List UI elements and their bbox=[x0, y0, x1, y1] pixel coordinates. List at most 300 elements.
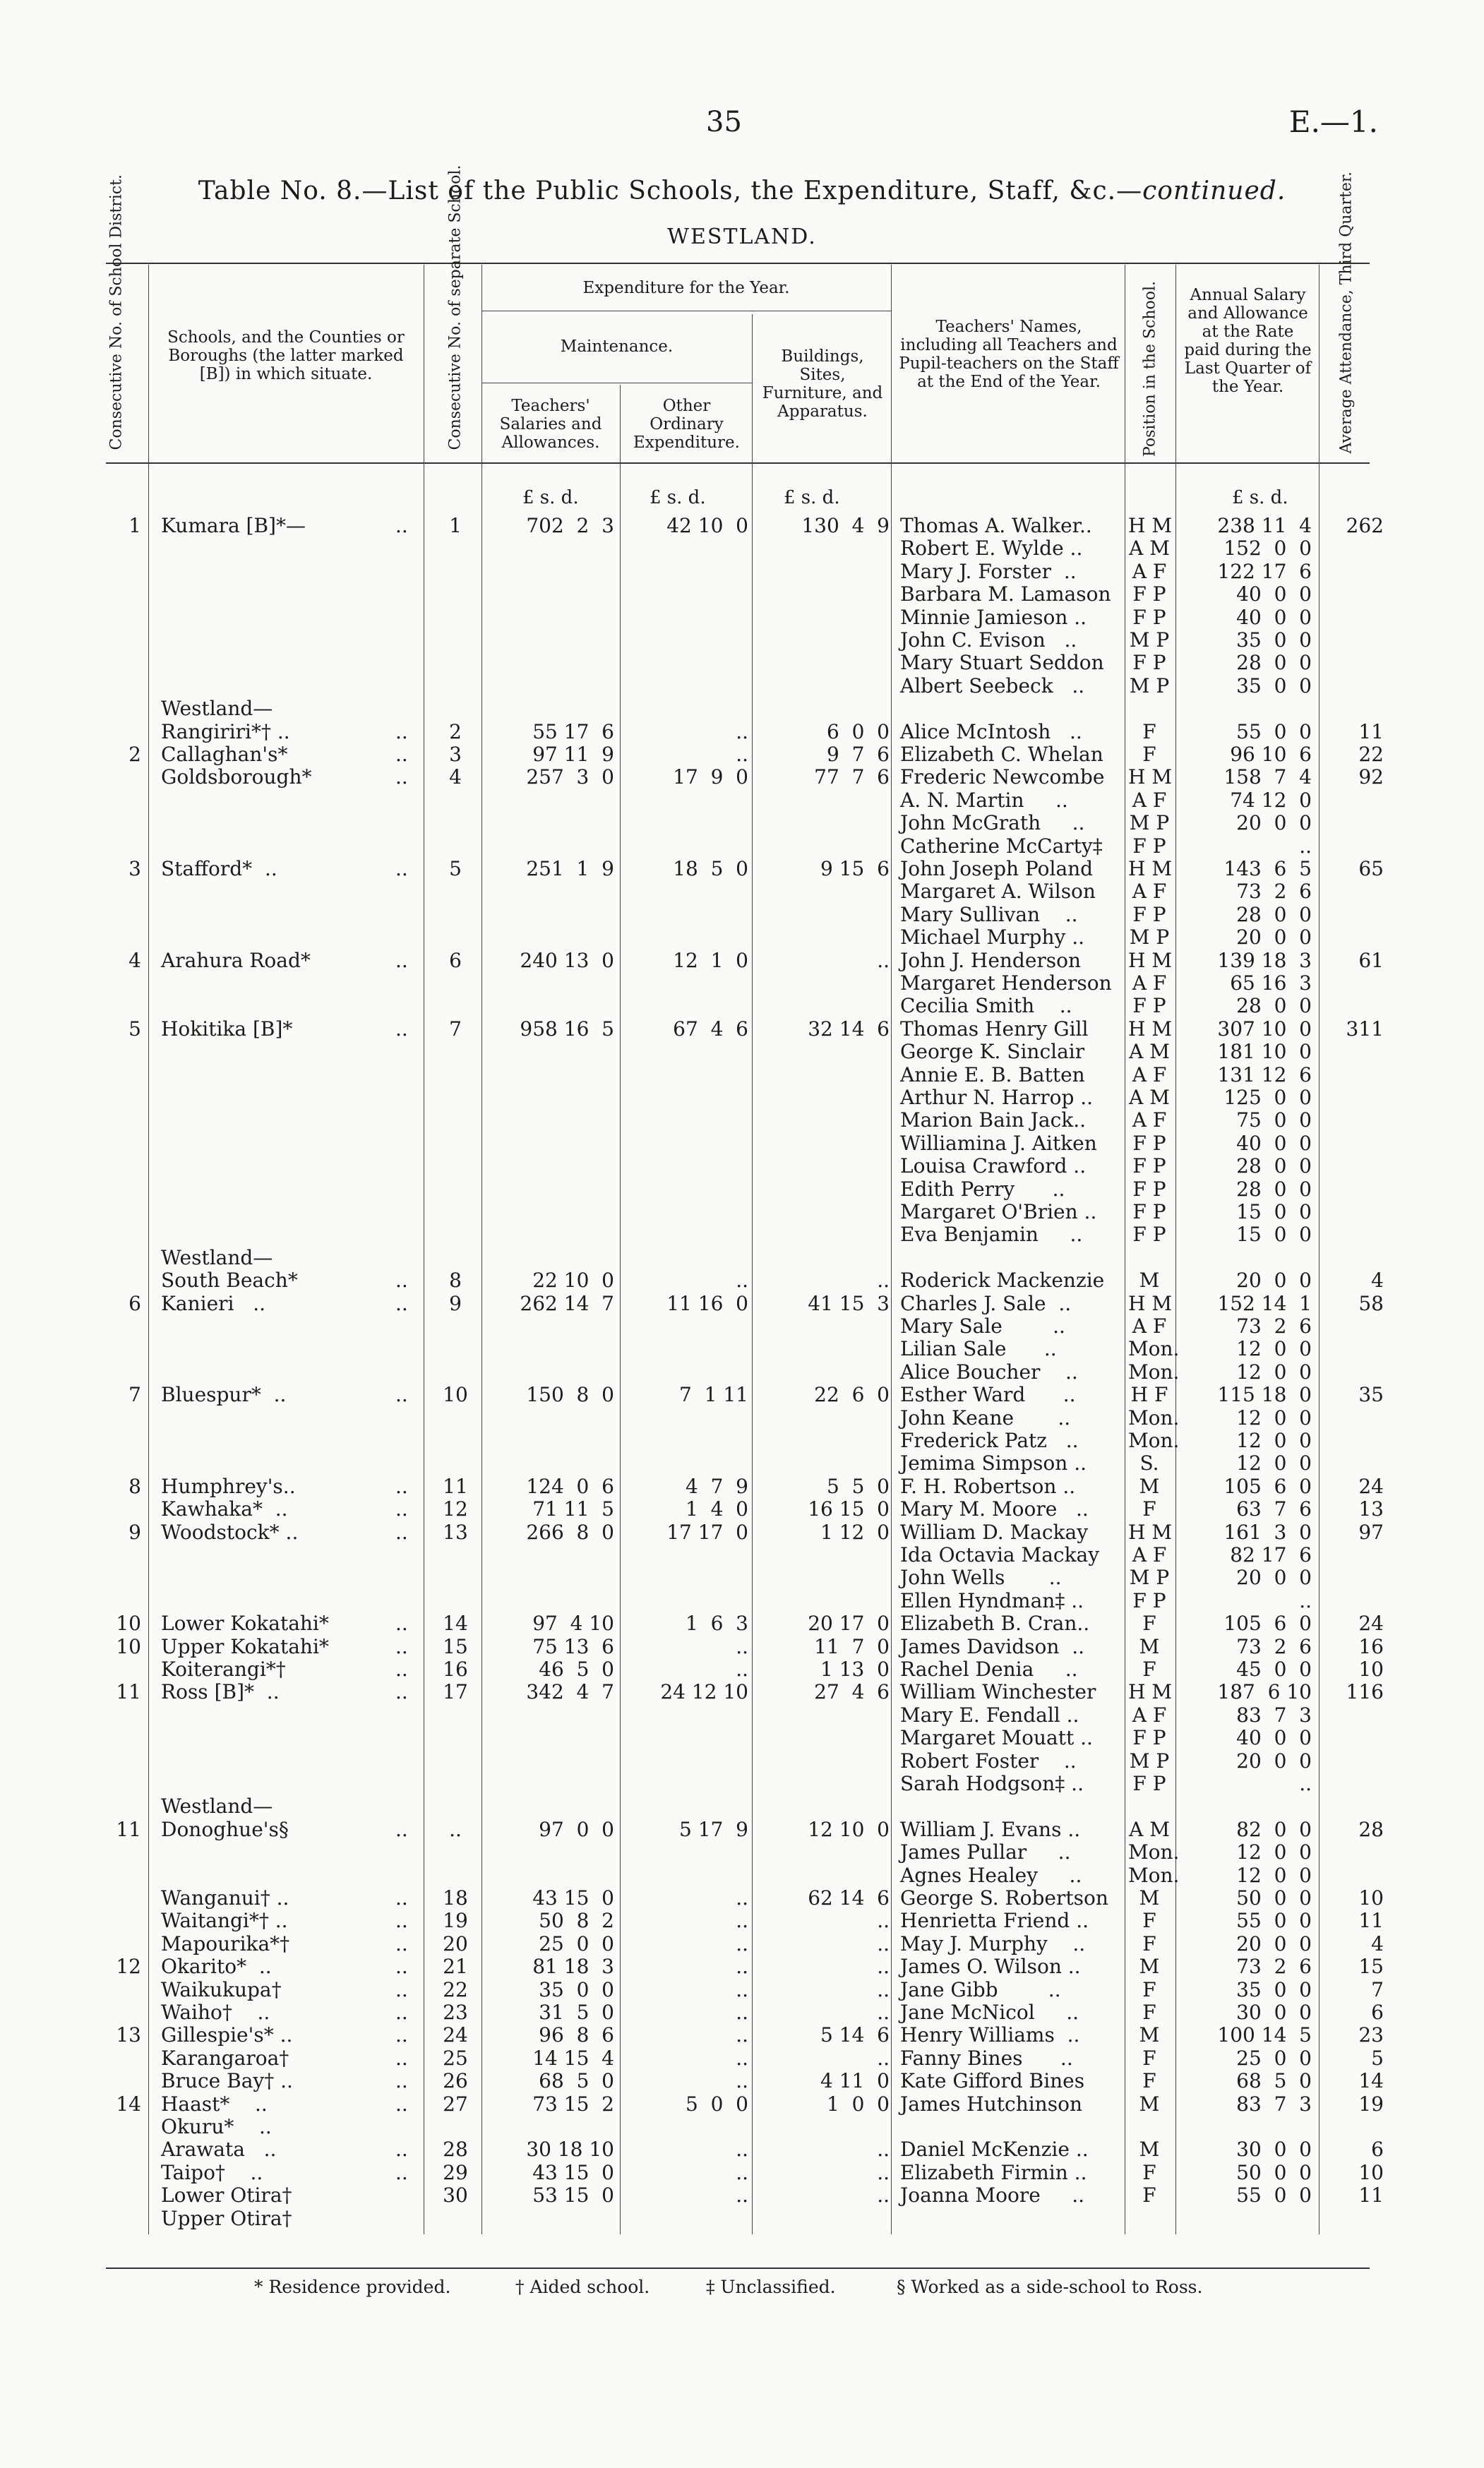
cell-pos: F bbox=[1142, 2184, 1156, 2208]
cell-oth: 67 4 6 bbox=[673, 1017, 748, 1041]
cell-sal: 20 0 0 bbox=[1236, 811, 1312, 835]
cell-name: John C. Evison .. bbox=[900, 628, 1077, 652]
cell-name: Robert E. Wylde .. bbox=[900, 537, 1083, 561]
cell-sal: 158 7 4 bbox=[1223, 765, 1312, 789]
cell-tsal: 25 0 0 bbox=[539, 1931, 614, 1955]
cell-oth: 12 1 0 bbox=[673, 948, 748, 972]
cell-sal: 73 2 6 bbox=[1236, 880, 1312, 904]
table-row bbox=[0, 1246, 1484, 1269]
cell-sal: 55 0 0 bbox=[1236, 719, 1312, 743]
cell-sal: 73 2 6 bbox=[1236, 1634, 1312, 1658]
cell-oth: .. bbox=[736, 1886, 748, 1910]
cell-sal: 30 0 0 bbox=[1236, 2001, 1312, 2024]
cell-sal: 82 17 6 bbox=[1230, 1543, 1312, 1567]
cell-dots: .. bbox=[395, 1931, 408, 1955]
cell-pos: M P bbox=[1129, 628, 1170, 652]
cell-avg: 97 bbox=[1358, 1520, 1384, 1544]
cell-sal: 50 0 0 bbox=[1236, 1886, 1312, 1910]
cell-avg: 6 bbox=[1371, 2138, 1384, 2162]
cell-pos: M bbox=[1139, 2138, 1160, 2162]
table-row bbox=[0, 1886, 1484, 1909]
cell-pos: Mon. bbox=[1128, 1337, 1180, 1361]
cell-sal: 35 0 0 bbox=[1236, 1977, 1312, 2001]
cell-dots: .. bbox=[395, 2160, 408, 2184]
table-row bbox=[0, 880, 1484, 902]
cell-name: James Davidson .. bbox=[900, 1634, 1085, 1658]
cell-school: Koiterangi*† bbox=[161, 1658, 286, 1681]
cell-school: Lower Otira† bbox=[161, 2184, 292, 2208]
cell-avg: 19 bbox=[1358, 2092, 1384, 2116]
cell-name: Mary Sale .. bbox=[900, 1314, 1065, 1338]
cell-school: Karangaroa† bbox=[161, 2046, 289, 2070]
cell-bld: .. bbox=[877, 2138, 890, 2162]
table-row bbox=[0, 1132, 1484, 1154]
table-row bbox=[0, 1680, 1484, 1703]
cell-dots: .. bbox=[395, 2069, 408, 2093]
table-row bbox=[0, 1818, 1484, 1840]
cell-school: Mapourika*† bbox=[161, 1931, 290, 1955]
cell-dots: .. bbox=[395, 1474, 408, 1498]
cell-bld: 27 4 6 bbox=[814, 1680, 890, 1704]
table-row bbox=[0, 1314, 1484, 1337]
cell-pos: F P bbox=[1132, 582, 1166, 606]
cell-dots: .. bbox=[395, 1658, 408, 1681]
cell-sal: 73 2 6 bbox=[1236, 1314, 1312, 1338]
footnote-residence: * Residence provided. bbox=[254, 2277, 451, 2297]
cell-sal: 100 14 5 bbox=[1217, 2023, 1312, 2047]
cell-sep: 8 bbox=[449, 1269, 462, 1293]
table-row bbox=[0, 560, 1484, 582]
cell-sep: 4 bbox=[449, 765, 462, 789]
cell-pos: A F bbox=[1132, 1062, 1167, 1086]
cell-bld: .. bbox=[877, 1955, 890, 1979]
cell-tsal: 14 15 4 bbox=[532, 2046, 614, 2070]
cell-bld: 77 7 6 bbox=[814, 765, 890, 789]
cell-sep: 21 bbox=[443, 1955, 468, 1979]
table-row bbox=[0, 2001, 1484, 2023]
table-row bbox=[0, 1178, 1484, 1200]
cell-dots: .. bbox=[395, 1017, 408, 1041]
cell-dots: .. bbox=[395, 1291, 408, 1315]
cell-sal: 139 18 3 bbox=[1217, 948, 1312, 972]
cell-avg: 16 bbox=[1358, 1634, 1384, 1658]
table-row bbox=[0, 994, 1484, 1017]
cell-avg: 24 bbox=[1358, 1474, 1384, 1498]
footnote-side-school: § Worked as a side-school to Ross. bbox=[897, 2277, 1203, 2297]
table-row bbox=[0, 1406, 1484, 1429]
cell-oth: .. bbox=[736, 1977, 748, 2001]
cell-sal: 55 0 0 bbox=[1236, 2184, 1312, 2208]
header-schools: Schools, and the Counties or Boroughs (the latter marked [B]) in which situate. bbox=[167, 328, 405, 383]
cell-school: Kanieri .. bbox=[161, 1291, 266, 1315]
cell-pos: H M bbox=[1128, 1017, 1172, 1041]
cell-bld: .. bbox=[877, 948, 890, 972]
cell-school: Ross [B]* .. bbox=[161, 1680, 280, 1704]
cell-sal: 28 0 0 bbox=[1236, 1154, 1312, 1178]
cell-pos: M bbox=[1139, 1886, 1160, 1910]
table-row bbox=[0, 1086, 1484, 1108]
header-attendance: Average Attendance, Third Quarter. bbox=[1337, 171, 1356, 454]
cell-tsal: 35 0 0 bbox=[539, 1977, 614, 2001]
cell-avg: 22 bbox=[1358, 743, 1384, 766]
header-other-expenditure: Other Ordinary Expenditure. bbox=[633, 397, 740, 452]
table-row bbox=[0, 2023, 1484, 2046]
cell-dist: 11 bbox=[116, 1817, 141, 1841]
cell-tsal: 266 8 0 bbox=[526, 1520, 614, 1544]
cell-pos: M P bbox=[1129, 1566, 1170, 1590]
page-number: 35 bbox=[706, 106, 742, 138]
cell-sep: 2 bbox=[449, 719, 462, 743]
title-continued: continued. bbox=[1142, 176, 1286, 205]
table-row bbox=[0, 834, 1484, 857]
cell-school: Taipo† .. bbox=[161, 2160, 263, 2184]
cell-sal: 12 0 0 bbox=[1236, 1337, 1312, 1361]
cell-sal: 20 0 0 bbox=[1236, 926, 1312, 950]
cell-pos: F P bbox=[1132, 902, 1166, 926]
cell-sal: 20 0 0 bbox=[1236, 1566, 1312, 1590]
cell-dots: .. bbox=[395, 1886, 408, 1910]
cell-avg: 10 bbox=[1358, 1886, 1384, 1910]
cell-name: James Hutchinson bbox=[900, 2092, 1082, 2116]
cell-pos: F P bbox=[1132, 1177, 1166, 1201]
cell-name: Alice Boucher .. bbox=[900, 1360, 1078, 1384]
cell-oth: .. bbox=[736, 2023, 748, 2047]
cell-school: Hokitika [B]* bbox=[161, 1017, 293, 1041]
table-row bbox=[0, 1635, 1484, 1658]
cell-sal: 152 0 0 bbox=[1223, 537, 1312, 561]
table-row bbox=[0, 1451, 1484, 1474]
cell-avg: 10 bbox=[1358, 2160, 1384, 2184]
cell-school: Westland— bbox=[161, 697, 273, 721]
table-row bbox=[0, 1521, 1484, 1543]
cell-school: Rangiriri*† .. bbox=[161, 719, 290, 743]
cell-name: Sarah Hodgson‡ .. bbox=[900, 1772, 1084, 1795]
cell-pos: F bbox=[1142, 1612, 1156, 1636]
cell-pos: F P bbox=[1132, 834, 1166, 858]
cell-dots: .. bbox=[395, 1977, 408, 2001]
cell-sal: 63 7 6 bbox=[1236, 1497, 1312, 1521]
cell-pos: H M bbox=[1128, 1520, 1172, 1544]
cell-name: Cecilia Smith .. bbox=[900, 994, 1072, 1018]
cell-bld: .. bbox=[877, 1269, 890, 1293]
table-row bbox=[0, 2161, 1484, 2184]
cell-oth: .. bbox=[736, 2001, 748, 2024]
cell-name: Elizabeth Firmin .. bbox=[900, 2160, 1087, 2184]
cell-pos: F bbox=[1142, 1658, 1156, 1681]
cell-avg: 92 bbox=[1358, 765, 1384, 789]
cell-sal: 12 0 0 bbox=[1236, 1840, 1312, 1864]
cell-sep: 30 bbox=[443, 2184, 468, 2208]
cell-bld: .. bbox=[877, 2160, 890, 2184]
cell-sal: 96 10 6 bbox=[1230, 743, 1312, 766]
cell-sep: 26 bbox=[443, 2069, 468, 2093]
cell-bld: 20 17 0 bbox=[808, 1612, 890, 1636]
cell-name: George K. Sinclair bbox=[900, 1040, 1085, 1064]
table-row bbox=[0, 1978, 1484, 2001]
cell-avg: 61 bbox=[1358, 948, 1384, 972]
cell-sep: 11 bbox=[443, 1474, 468, 1498]
cell-avg: 4 bbox=[1371, 1269, 1384, 1293]
cell-name: Barbara M. Lamason bbox=[900, 582, 1111, 606]
cell-pos: H M bbox=[1128, 765, 1172, 789]
cell-avg: 11 bbox=[1358, 2184, 1384, 2208]
table-row bbox=[0, 1589, 1484, 1612]
table-row bbox=[0, 926, 1484, 948]
cell-school: Goldsborough* bbox=[161, 765, 312, 789]
cell-sal: 20 0 0 bbox=[1236, 1269, 1312, 1293]
table-row bbox=[0, 2184, 1484, 2206]
cell-school: Donoghue's§ bbox=[161, 1817, 289, 1841]
cell-pos: H F bbox=[1130, 1383, 1168, 1407]
cell-tsal: 240 13 0 bbox=[520, 948, 614, 972]
cell-sep: 25 bbox=[443, 2046, 468, 2070]
cell-oth: 5 17 9 bbox=[679, 1817, 748, 1841]
cell-school: Okuru* .. bbox=[161, 2115, 272, 2138]
cell-school: Gillespie's* .. bbox=[161, 2023, 293, 2047]
table-row bbox=[0, 582, 1484, 605]
cell-pos: F P bbox=[1132, 994, 1166, 1018]
cell-bld: 41 15 3 bbox=[808, 1291, 890, 1315]
cell-pos: Mon. bbox=[1128, 1429, 1180, 1452]
cell-sep: 10 bbox=[443, 1383, 468, 1407]
cell-name: Margaret Henderson bbox=[900, 971, 1112, 995]
units-buildings: £ s. d. bbox=[784, 487, 840, 508]
cell-sal: 15 0 0 bbox=[1236, 1200, 1312, 1223]
header-position: Position in the School. bbox=[1141, 280, 1159, 457]
cell-dist: 13 bbox=[116, 2023, 141, 2047]
table-row bbox=[0, 1108, 1484, 1131]
cell-dist: 2 bbox=[128, 743, 141, 766]
cell-school: Waitangi*† .. bbox=[161, 1909, 288, 1933]
cell-name: Mary Stuart Seddon bbox=[900, 651, 1104, 675]
cell-name: Margaret Mouatt .. bbox=[900, 1726, 1093, 1750]
cell-bld: 62 14 6 bbox=[808, 1886, 890, 1910]
cell-name: Arthur N. Harrop .. bbox=[900, 1086, 1094, 1109]
cell-school: Lower Kokatahi* bbox=[161, 1612, 329, 1636]
cell-oth: .. bbox=[736, 1955, 748, 1979]
cell-school: Upper Otira† bbox=[161, 2206, 292, 2230]
cell-name: Mary M. Moore .. bbox=[900, 1497, 1089, 1521]
cell-sep: 19 bbox=[443, 1909, 468, 1933]
cell-sal: 28 0 0 bbox=[1236, 994, 1312, 1018]
cell-sal: 35 0 0 bbox=[1236, 628, 1312, 652]
header-teachers-salaries: Teachers' Salaries and Allowances. bbox=[499, 397, 602, 452]
cell-sep: .. bbox=[449, 1817, 462, 1841]
cell-bld: 11 7 0 bbox=[814, 1634, 890, 1658]
cell-sal: 105 6 0 bbox=[1223, 1612, 1312, 1636]
table-row bbox=[0, 1383, 1484, 1406]
cell-avg: 11 bbox=[1358, 1909, 1384, 1933]
cell-tsal: 342 4 7 bbox=[526, 1680, 614, 1704]
cell-oth: 1 6 3 bbox=[685, 1612, 748, 1636]
cell-name: Marion Bain Jack.. bbox=[900, 1108, 1087, 1132]
cell-avg: 6 bbox=[1371, 2001, 1384, 2024]
table-row bbox=[0, 1864, 1484, 1886]
table-row bbox=[0, 1909, 1484, 1931]
cell-name: Jane McNicol .. bbox=[900, 2001, 1079, 2024]
cell-pos: M bbox=[1139, 1269, 1160, 1293]
cell-name: Charles J. Sale .. bbox=[900, 1291, 1072, 1315]
cell-sep: 15 bbox=[443, 1634, 468, 1658]
table-row bbox=[0, 765, 1484, 788]
cell-pos: A F bbox=[1132, 1703, 1167, 1727]
cell-tsal: 958 16 5 bbox=[520, 1017, 614, 1041]
cell-name: F. H. Robertson .. bbox=[900, 1474, 1076, 1498]
cell-school: Waiho† .. bbox=[161, 2001, 270, 2024]
cell-bld: .. bbox=[877, 1931, 890, 1955]
cell-name: Mary Sullivan .. bbox=[900, 902, 1078, 926]
table-row bbox=[0, 628, 1484, 651]
cell-school: Kawhaka* .. bbox=[161, 1497, 288, 1521]
table-row bbox=[0, 1726, 1484, 1749]
table-row bbox=[0, 903, 1484, 926]
cell-pos: M bbox=[1139, 2092, 1160, 2116]
table-row bbox=[0, 2069, 1484, 2092]
table-row bbox=[0, 1200, 1484, 1223]
cell-pos: H M bbox=[1128, 514, 1172, 537]
table-row bbox=[0, 514, 1484, 537]
table-row bbox=[0, 1840, 1484, 1863]
cell-bld: 1 13 0 bbox=[820, 1658, 890, 1681]
cell-sal: 74 12 0 bbox=[1230, 788, 1312, 812]
cell-name: George S. Robertson bbox=[900, 1886, 1108, 1910]
cell-name: Edith Perry .. bbox=[900, 1177, 1065, 1201]
cell-name: Mary E. Fendall .. bbox=[900, 1703, 1079, 1727]
cell-bld: 1 0 0 bbox=[826, 2092, 890, 2116]
cell-bld: 5 5 0 bbox=[826, 1474, 890, 1498]
cell-bld: 9 15 6 bbox=[820, 857, 890, 880]
cell-pos: F P bbox=[1132, 1726, 1166, 1750]
cell-sal: 307 10 0 bbox=[1217, 1017, 1312, 1041]
table-row bbox=[0, 1795, 1484, 1817]
cell-sep: 1 bbox=[449, 514, 462, 537]
cell-pos: A F bbox=[1132, 1314, 1167, 1338]
cell-school: Kumara [B]*— bbox=[161, 514, 306, 537]
table-row bbox=[0, 1566, 1484, 1588]
cell-sal: 15 0 0 bbox=[1236, 1223, 1312, 1247]
cell-tsal: 257 3 0 bbox=[526, 765, 614, 789]
table-row bbox=[0, 2207, 1484, 2229]
table-row bbox=[0, 1269, 1484, 1291]
cell-sal: 83 7 3 bbox=[1236, 2092, 1312, 2116]
cell-dots: .. bbox=[395, 2023, 408, 2047]
cell-sep: 27 bbox=[443, 2092, 468, 2116]
units-salary: £ s. d. bbox=[1232, 487, 1288, 508]
cell-sal: 40 0 0 bbox=[1236, 1726, 1312, 1750]
table-row bbox=[0, 2047, 1484, 2069]
cell-pos: F bbox=[1142, 1497, 1156, 1521]
table-row bbox=[0, 857, 1484, 880]
cell-sal: 68 5 0 bbox=[1236, 2069, 1312, 2093]
cell-sal: 12 0 0 bbox=[1236, 1451, 1312, 1475]
cell-oth: .. bbox=[736, 2160, 748, 2184]
cell-school: Arahura Road* bbox=[161, 948, 311, 972]
cell-sal: .. bbox=[1299, 834, 1312, 858]
units-other-expenditure: £ s. d. bbox=[650, 487, 706, 508]
cell-name: Esther Ward .. bbox=[900, 1383, 1076, 1407]
cell-school: Humphrey's.. bbox=[161, 1474, 296, 1498]
cell-sep: 13 bbox=[443, 1520, 468, 1544]
cell-pos: M P bbox=[1129, 673, 1170, 697]
cell-tsal: 81 18 3 bbox=[532, 1955, 614, 1979]
cell-sal: 40 0 0 bbox=[1236, 1131, 1312, 1155]
cell-oth: .. bbox=[736, 2046, 748, 2070]
cell-pos: A F bbox=[1132, 788, 1167, 812]
cell-name: Elizabeth B. Cran.. bbox=[900, 1612, 1090, 1636]
cell-sep: 12 bbox=[443, 1497, 468, 1521]
table-row bbox=[0, 1543, 1484, 1566]
cell-avg: 15 bbox=[1358, 1955, 1384, 1979]
cell-pos: Mon. bbox=[1128, 1840, 1180, 1864]
cell-pos: F bbox=[1142, 2001, 1156, 2024]
cell-pos: F bbox=[1142, 1909, 1156, 1933]
cell-pos: F bbox=[1142, 2069, 1156, 2093]
cell-pos: F P bbox=[1132, 605, 1166, 629]
cell-school: Bluespur* .. bbox=[161, 1383, 287, 1407]
footnote-unclassified: ‡ Unclassified. bbox=[706, 2277, 836, 2297]
cell-dist: 1 bbox=[128, 514, 141, 537]
cell-oth: .. bbox=[736, 1658, 748, 1681]
cell-name: Henrietta Friend .. bbox=[900, 1909, 1089, 1933]
cell-tsal: 97 11 9 bbox=[532, 743, 614, 766]
cell-tsal: 55 17 6 bbox=[532, 719, 614, 743]
table-row bbox=[0, 720, 1484, 743]
cell-tsal: 150 8 0 bbox=[526, 1383, 614, 1407]
cell-sal: 115 18 0 bbox=[1217, 1383, 1312, 1407]
cell-name: John Wells .. bbox=[900, 1566, 1062, 1590]
cell-sal: 131 12 6 bbox=[1217, 1062, 1312, 1086]
cell-school: Waikukupa† bbox=[161, 1977, 282, 2001]
cell-pos: M P bbox=[1129, 1749, 1170, 1773]
cell-tsal: 53 15 0 bbox=[532, 2184, 614, 2208]
cell-avg: 116 bbox=[1346, 1680, 1384, 1704]
cell-dist: 6 bbox=[128, 1291, 141, 1315]
cell-sal: .. bbox=[1299, 1772, 1312, 1795]
cell-school: Westland— bbox=[161, 1245, 273, 1269]
cell-sep: 14 bbox=[443, 1612, 468, 1636]
cell-avg: 5 bbox=[1371, 2046, 1384, 2070]
table-row bbox=[0, 1772, 1484, 1795]
table-row bbox=[0, 2092, 1484, 2115]
cell-sep: 16 bbox=[443, 1658, 468, 1681]
cell-sal: 73 2 6 bbox=[1236, 1955, 1312, 1979]
cell-name: Jane Gibb .. bbox=[900, 1977, 1061, 2001]
table-row bbox=[0, 1429, 1484, 1451]
cell-dots: .. bbox=[395, 1497, 408, 1521]
cell-oth: 24 12 10 bbox=[660, 1680, 748, 1704]
cell-avg: 13 bbox=[1358, 1497, 1384, 1521]
cell-school: Stafford* .. bbox=[161, 857, 277, 880]
table-row bbox=[0, 971, 1484, 994]
cell-name: Frederic Newcombe bbox=[900, 765, 1105, 789]
cell-oth: .. bbox=[736, 2184, 748, 2208]
cell-dots: .. bbox=[395, 514, 408, 537]
cell-dist: 5 bbox=[128, 1017, 141, 1041]
cell-dist: 7 bbox=[128, 1383, 141, 1407]
cell-sal: 187 6 10 bbox=[1217, 1680, 1312, 1704]
cell-tsal: 251 1 9 bbox=[526, 857, 614, 880]
cell-name: Elizabeth C. Whelan bbox=[900, 743, 1103, 766]
cell-name: William D. Mackay bbox=[900, 1520, 1089, 1544]
cell-dots: .. bbox=[395, 1909, 408, 1933]
cell-name: Alice McIntosh .. bbox=[900, 719, 1082, 743]
cell-sep: 29 bbox=[443, 2160, 468, 2184]
cell-school: Wanganui† .. bbox=[161, 1886, 289, 1910]
cell-name: Margaret A. Wilson bbox=[900, 880, 1096, 904]
cell-oth: .. bbox=[736, 2069, 748, 2093]
cell-sal: 143 6 5 bbox=[1223, 857, 1312, 880]
cell-tsal: 31 5 0 bbox=[539, 2001, 614, 2024]
